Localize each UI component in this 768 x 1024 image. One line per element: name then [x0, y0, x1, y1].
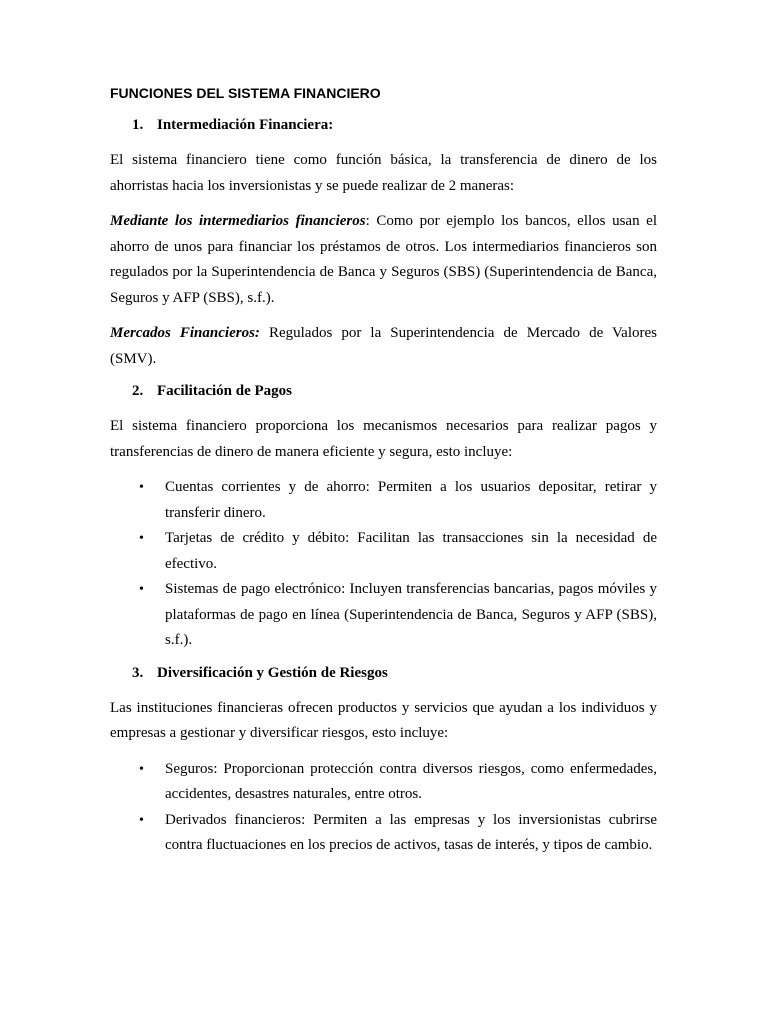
- list-item-text: Cuentas corrientes y de ahorro: Permiten a los usuarios depositar, retirar y transferir dinero.: [165, 479, 657, 521]
- markets-description: Regulados por la Superintendencia de Mercado de Valores (SMV).: [110, 325, 658, 367]
- bullet-icon: •: [139, 582, 144, 597]
- list-item-text: Tarjetas de crédito y débito: Facilitan las transacciones sin la necesidad de efectivo.: [165, 530, 657, 572]
- list-item: [139, 808, 657, 859]
- bullet-list: [110, 475, 657, 654]
- section-heading-text: Facilitación de Pagos: [157, 383, 292, 399]
- bullet-list: [110, 757, 657, 859]
- document-content: [110, 84, 657, 869]
- list-item-text: Seguros: Proporcionan protección contra diversos riesgos, como enfermedades, accidentes, desastres naturales, entre otros.: [165, 760, 657, 802]
- document-title: FUNCIONES DEL SISTEMA FINANCIERO: [110, 85, 381, 101]
- intermediaries-description: : Como por ejemplo los bancos, ellos usan el ahorro de unos para financiar los préstamos de otros. Los intermediarios financieros son regulados por la Superintendencia de Banca y Seguros (SBS) (Superintendencia de Banca, Seguros y AFP (SBS), s.f.).: [110, 213, 657, 306]
- list-item-text: Derivados financieros: Permiten a las empresas y los inversionistas cubrirse contra fluctuaciones en los precios de activos, tasas de interés, y tipos de cambio.: [165, 811, 657, 853]
- section-number: 3.: [132, 664, 144, 681]
- intermediaries-term: Mediante los intermediarios financieros: [110, 213, 366, 229]
- bullet-icon: •: [139, 531, 144, 546]
- markets-term: Mercados Financieros:: [110, 325, 260, 341]
- section-number: 2.: [132, 383, 144, 399]
- list-item: [139, 577, 657, 654]
- list-item: [139, 757, 657, 808]
- section-intro-paragraph: Las instituciones financieras ofrecen productos y servicios que ayudan a los individuos y empresas a gestionar y diversificar riesgos, esto incluye:: [110, 699, 657, 741]
- section-heading-text: Intermediación Financiera:: [157, 117, 334, 133]
- section-number: 1.: [132, 117, 144, 133]
- section-heading-3: [110, 664, 657, 682]
- section-intro-paragraph: El sistema financiero proporciona los mecanismos necesarios para realizar pagos y transferencias de dinero de manera eficiente y segura, esto incluye:: [110, 418, 657, 460]
- intermediaries-paragraph: [110, 209, 657, 311]
- section-intro-paragraph: El sistema financiero tiene como función básica, la transferencia de dinero de los ahorristas hacia los inversionistas y se puede realizar de 2 maneras:: [110, 152, 657, 194]
- bullet-icon: •: [139, 761, 144, 777]
- section-heading-2: [110, 382, 657, 400]
- bullet-icon: •: [139, 812, 144, 828]
- markets-paragraph: [110, 321, 657, 372]
- section-heading-text: Diversificación y Gestión de Riesgos: [157, 664, 388, 681]
- list-item: [139, 526, 657, 577]
- list-item: [139, 475, 657, 526]
- list-item-text: Sistemas de pago electrónico: Incluyen transferencias bancarias, pagos móviles y plataformas de pago en línea (Superintendencia de Banca, Seguros y AFP (SBS), s.f.).: [165, 581, 657, 648]
- bullet-icon: •: [139, 480, 144, 495]
- section-heading-1: [110, 116, 657, 134]
